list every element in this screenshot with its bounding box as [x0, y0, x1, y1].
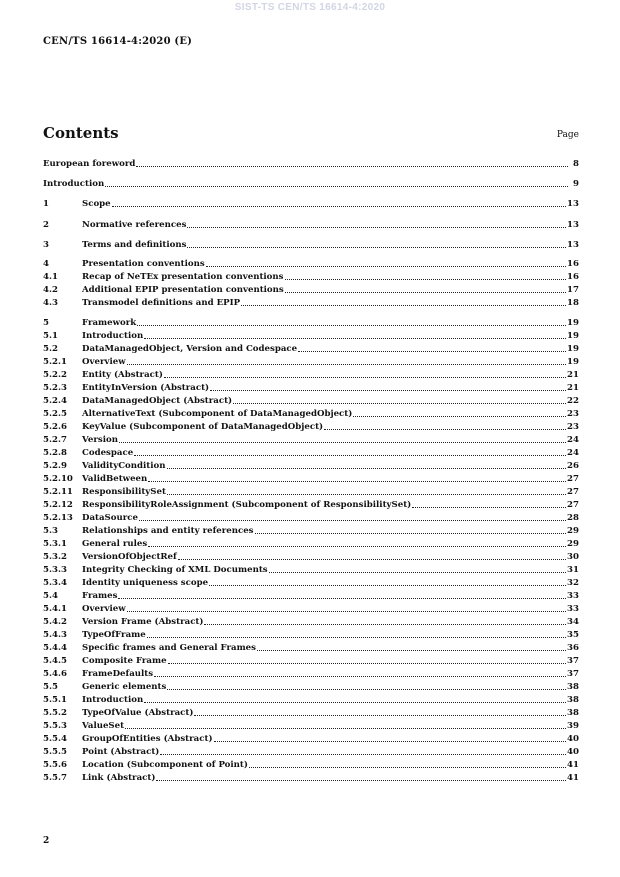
- toc-entry[interactable]: [43, 271, 579, 283]
- toc-leader-dots: [134, 455, 566, 456]
- toc-entry-page: 38: [567, 708, 579, 718]
- toc-entry-number: 5: [43, 318, 49, 328]
- toc-entry-page: 38: [567, 695, 579, 705]
- toc-entry-page: 13: [567, 240, 579, 250]
- toc-entry-title: DataManagedObject, Version and Codespace: [82, 344, 298, 354]
- toc-entry-page: 40: [567, 747, 579, 757]
- toc-entry-title: Presentation conventions: [82, 259, 205, 269]
- toc-entry[interactable]: [43, 707, 579, 719]
- toc-entry-title: Introduction: [82, 331, 144, 341]
- toc-entry-page: 21: [567, 383, 579, 393]
- toc-leader-dots: [412, 507, 566, 508]
- toc-entry-page: 29: [567, 526, 579, 536]
- toc-entry-title: Version Frame (Abstract): [82, 617, 204, 627]
- toc-entry[interactable]: [43, 258, 579, 270]
- toc-entry-number: 5.4.1: [43, 604, 67, 614]
- toc-entry[interactable]: [43, 330, 579, 342]
- toc-entry-number: 5.2.13: [43, 513, 73, 523]
- toc-entry-page: 35: [567, 630, 579, 640]
- toc-entry-page: 27: [567, 487, 579, 497]
- toc-entry-number: 5.5: [43, 682, 58, 692]
- toc-entry-number: 5.2.2: [43, 370, 67, 380]
- toc-entry-number: 5.5.6: [43, 760, 67, 770]
- toc-entry-title: TypeOfFrame: [82, 630, 146, 640]
- toc-entry-title: Composite Frame: [82, 656, 167, 666]
- toc-entry-title: ValueSet: [82, 721, 125, 731]
- toc-entry-number: 5.5.5: [43, 747, 67, 757]
- toc-leader-dots: [209, 585, 566, 586]
- toc-entry-number: 5.2.9: [43, 461, 67, 471]
- toc-leader-dots: [233, 403, 566, 404]
- toc-entry-title: Transmodel definitions and EPIP: [82, 298, 241, 308]
- toc-entry-number: 5.3.3: [43, 565, 67, 575]
- toc-entry-number: 5.2.10: [43, 474, 73, 484]
- toc-entry-page: 24: [567, 435, 579, 445]
- toc-entry-number: 5.2.6: [43, 422, 67, 432]
- toc-entry-page: 19: [567, 357, 579, 367]
- toc-entry-title: TypeOfValue (Abstract): [82, 708, 194, 718]
- toc-leader-dots: [241, 305, 566, 306]
- toc-leader-dots: [147, 637, 566, 638]
- toc-leader-dots: [125, 728, 566, 729]
- toc-leader-dots: [156, 780, 566, 781]
- toc-entry-number: 5.4: [43, 591, 58, 601]
- toc-entry[interactable]: [43, 746, 579, 758]
- toc-entry-page: 37: [567, 669, 579, 679]
- toc-entry-title: VersionOfObjectRef: [82, 552, 177, 562]
- toc-entry-title: Specific frames and General Frames: [82, 643, 256, 653]
- toc-entry-page: 34: [567, 617, 579, 627]
- toc-leader-dots: [187, 247, 566, 248]
- toc-entry[interactable]: [43, 408, 579, 420]
- toc-entry-page: 21: [567, 370, 579, 380]
- toc-entry-number: 5.3.2: [43, 552, 67, 562]
- toc-entry-page: 16: [567, 272, 579, 282]
- toc-entry-number: 5.4.4: [43, 643, 67, 653]
- toc-entry[interactable]: [43, 629, 579, 641]
- toc-entry-title: Overview: [82, 357, 126, 367]
- toc-entry-page: 18: [567, 298, 579, 308]
- toc-leader-dots: [249, 767, 566, 768]
- toc-entry-page: 38: [567, 682, 579, 692]
- toc-entry-page: 37: [567, 656, 579, 666]
- toc-entry[interactable]: [43, 382, 579, 394]
- toc-entry-page: 28: [567, 513, 579, 523]
- toc-leader-dots: [298, 351, 566, 352]
- toc-entry-title: Normative references: [82, 220, 187, 230]
- toc-leader-dots: [119, 442, 566, 443]
- toc-entry-page: 9: [573, 179, 579, 189]
- toc-entry-number: 5.5.2: [43, 708, 67, 718]
- toc-entry-number: 4: [43, 259, 49, 269]
- toc-entry-number: 5.5.3: [43, 721, 67, 731]
- toc-entry-title: FrameDefaults: [82, 669, 154, 679]
- toc-entry[interactable]: [43, 668, 579, 680]
- toc-entry-title: EntityInVersion (Abstract): [82, 383, 210, 393]
- toc-entry-title: Codespace: [82, 448, 134, 458]
- toc-leader-dots: [137, 325, 566, 326]
- toc-entry[interactable]: [43, 538, 579, 550]
- toc-entry-number: 5.2.5: [43, 409, 67, 419]
- toc-entry-number: 5.3.4: [43, 578, 67, 588]
- toc-entry-title: GroupOfEntities (Abstract): [82, 734, 213, 744]
- toc-entry-title: Introduction: [82, 695, 144, 705]
- toc-entry-title: Relationships and entity references: [82, 526, 254, 536]
- toc-entry-title: Entity (Abstract): [82, 370, 163, 380]
- toc-entry-number: 5.2.3: [43, 383, 67, 393]
- toc-entry[interactable]: [43, 447, 579, 459]
- toc-entry-number: 5.1: [43, 331, 58, 341]
- toc-leader-dots: [167, 689, 566, 690]
- toc-entry-number: 5.4.3: [43, 630, 67, 640]
- toc-entry-number: 5.4.6: [43, 669, 67, 679]
- toc-leader-dots: [206, 266, 566, 267]
- toc-entry-number: 5.2.7: [43, 435, 67, 445]
- toc-leader-dots: [178, 559, 566, 560]
- toc-entry-title: Overview: [82, 604, 126, 614]
- toc-entry-title: AlternativeText (Subcomponent of DataManagedObject): [82, 409, 353, 419]
- toc-entry-page: 23: [567, 422, 579, 432]
- toc-entry-page: 13: [567, 220, 579, 230]
- toc-entry[interactable]: [43, 564, 579, 576]
- toc-entry-title: KeyValue (Subcomponent of DataManagedObject): [82, 422, 324, 432]
- toc-leader-dots: [167, 494, 566, 495]
- watermark: SIST-TS CEN/TS 16614-4:2020: [234, 2, 386, 13]
- toc-entry-page: 27: [567, 500, 579, 510]
- toc-entry[interactable]: [43, 694, 579, 706]
- toc-entry-page: 22: [567, 396, 579, 406]
- toc-entry-number: 4.2: [43, 285, 58, 295]
- toc-entry-page: 36: [567, 643, 579, 653]
- toc-entry-number: 5.2.4: [43, 396, 67, 406]
- toc-entry-page: 27: [567, 474, 579, 484]
- footer-page-number: 2: [43, 836, 50, 846]
- toc-entry[interactable]: [43, 681, 579, 693]
- toc-leader-dots: [154, 676, 566, 677]
- toc-entry-page: 39: [567, 721, 579, 731]
- toc-leader-dots: [257, 650, 566, 651]
- toc-entry-page: 32: [567, 578, 579, 588]
- toc-entry[interactable]: [43, 733, 579, 745]
- toc-entry[interactable]: [43, 551, 579, 563]
- toc-entry[interactable]: [43, 158, 579, 170]
- toc-entry-page: 41: [567, 773, 579, 783]
- toc-entry-number: 2: [43, 220, 49, 230]
- toc-entry-number: 5.2.11: [43, 487, 73, 497]
- toc-leader-dots: [285, 279, 567, 280]
- toc-entry[interactable]: [43, 616, 579, 628]
- toc-leader-dots: [148, 546, 566, 547]
- toc-entry-page: 33: [567, 591, 579, 601]
- toc-entry[interactable]: [43, 297, 579, 309]
- toc-entry[interactable]: [43, 369, 579, 381]
- toc-entry[interactable]: [43, 434, 579, 446]
- toc-entry[interactable]: [43, 198, 579, 210]
- toc-entry-title: ResponsibilityRoleAssignment (Subcomponent of ResponsibilitySet): [82, 500, 412, 510]
- document-id: CEN/TS 16614-4:2020 (E): [43, 36, 193, 47]
- toc-leader-dots: [118, 598, 566, 599]
- toc-entry[interactable]: [43, 512, 579, 524]
- toc-entry-page: 16: [567, 259, 579, 269]
- toc-entry-number: 5.3.1: [43, 539, 67, 549]
- toc-entry[interactable]: [43, 759, 579, 771]
- toc-entry-page: 41: [567, 760, 579, 770]
- toc-entry[interactable]: [43, 577, 579, 589]
- toc-entry-page: 40: [567, 734, 579, 744]
- toc-entry-title: European foreword: [43, 159, 136, 169]
- toc-entry-page: 24: [567, 448, 579, 458]
- toc-leader-dots: [204, 624, 566, 625]
- toc-entry-number: 5.2.12: [43, 500, 73, 510]
- toc-entry-page: 13: [567, 199, 579, 209]
- toc-entry-number: 5.2.8: [43, 448, 67, 458]
- toc-entry[interactable]: [43, 499, 579, 511]
- toc-entry[interactable]: [43, 473, 579, 485]
- toc-entry-number: 5.5.1: [43, 695, 67, 705]
- toc-entry[interactable]: [43, 655, 579, 667]
- toc-leader-dots: [105, 186, 568, 187]
- toc-entry-number: 3: [43, 240, 49, 250]
- toc-entry[interactable]: [43, 356, 579, 368]
- toc-entry[interactable]: [43, 317, 579, 329]
- toc-entry[interactable]: [43, 525, 579, 537]
- toc-entry-title: Identity uniqueness scope: [82, 578, 209, 588]
- toc-entry-page: 30: [567, 552, 579, 562]
- toc-entry-title: Frames: [82, 591, 118, 601]
- toc-entry-title: Link (Abstract): [82, 773, 156, 783]
- toc-leader-dots: [353, 416, 566, 417]
- toc-entry-title: Generic elements: [82, 682, 167, 692]
- toc-entry[interactable]: [43, 284, 579, 296]
- toc-entry-number: 5.2: [43, 344, 58, 354]
- toc-leader-dots: [148, 481, 566, 482]
- toc-entry-page: 19: [567, 318, 579, 328]
- toc-entry-title: Introduction: [43, 179, 105, 189]
- toc-entry-number: 4.3: [43, 298, 58, 308]
- toc-entry-title: Scope: [82, 199, 111, 209]
- toc-entry-page: 17: [567, 285, 579, 295]
- toc-entry-title: Framework: [82, 318, 137, 328]
- toc-leader-dots: [139, 520, 566, 521]
- toc-entry-title: Integrity Checking of XML Documents: [82, 565, 268, 575]
- toc-entry[interactable]: [43, 421, 579, 433]
- page-column-label: Page: [556, 130, 579, 140]
- toc-entry[interactable]: [43, 590, 579, 602]
- toc-entry-page: 23: [567, 409, 579, 419]
- toc-leader-dots: [187, 227, 566, 228]
- toc-entry-page: 31: [567, 565, 579, 575]
- toc-entry-title: ValidityCondition: [82, 461, 166, 471]
- toc-entry-title: Additional EPIP presentation conventions: [82, 285, 284, 295]
- toc-leader-dots: [255, 533, 567, 534]
- toc-entry[interactable]: [43, 720, 579, 732]
- toc-entry-number: 5.3: [43, 526, 58, 536]
- toc-entry-title: Location (Subcomponent of Point): [82, 760, 248, 770]
- toc-leader-dots: [168, 663, 566, 664]
- toc-leader-dots: [214, 741, 567, 742]
- toc-entry[interactable]: [43, 178, 579, 190]
- toc-leader-dots: [127, 611, 566, 612]
- toc-entry-page: 29: [567, 539, 579, 549]
- toc-leader-dots: [127, 364, 566, 365]
- toc-leader-dots: [285, 292, 566, 293]
- toc-entry-title: Point (Abstract): [82, 747, 160, 757]
- toc-entry-page: 8: [573, 159, 579, 169]
- toc-entry[interactable]: [43, 239, 579, 251]
- toc-entry-title: DataManagedObject (Abstract): [82, 396, 233, 406]
- toc-leader-dots: [164, 377, 566, 378]
- toc-entry-title: DataSource: [82, 513, 138, 523]
- toc-entry[interactable]: [43, 395, 579, 407]
- toc-leader-dots: [136, 166, 568, 167]
- toc-entry-number: 5.5.7: [43, 773, 67, 783]
- toc-entry-number: 4.1: [43, 272, 58, 282]
- toc-entry-title: ValidBetween: [82, 474, 148, 484]
- toc-entry[interactable]: [43, 460, 579, 472]
- toc-entry-title: General rules: [82, 539, 148, 549]
- toc-entry-page: 26: [567, 461, 579, 471]
- toc-entry-number: 5.5.4: [43, 734, 67, 744]
- toc-entry-title: Version: [82, 435, 118, 445]
- toc-entry[interactable]: [43, 219, 579, 231]
- toc-entry-page: 19: [567, 331, 579, 341]
- toc-leader-dots: [269, 572, 566, 573]
- toc-entry[interactable]: [43, 603, 579, 615]
- contents-title: Contents: [43, 124, 119, 142]
- toc-leader-dots: [144, 702, 566, 703]
- toc-entry-title: Terms and definitions: [82, 240, 187, 250]
- toc-entry-page: 19: [567, 344, 579, 354]
- toc-entry-number: 5.2.1: [43, 357, 67, 367]
- toc-entry[interactable]: [43, 642, 579, 654]
- toc-leader-dots: [194, 715, 566, 716]
- toc-entry-number: 5.4.2: [43, 617, 67, 627]
- toc-entry-number: 1: [43, 199, 49, 209]
- toc-leader-dots: [112, 206, 566, 207]
- toc-leader-dots: [144, 338, 566, 339]
- toc-entry-title: ResponsibilitySet: [82, 487, 166, 497]
- toc-entry-title: Recap of NeTEx presentation conventions: [82, 272, 284, 282]
- toc-entry-number: 5.4.5: [43, 656, 67, 666]
- toc-leader-dots: [167, 468, 567, 469]
- toc-leader-dots: [210, 390, 566, 391]
- toc-entry[interactable]: [43, 343, 579, 355]
- toc-leader-dots: [324, 429, 566, 430]
- toc-leader-dots: [160, 754, 566, 755]
- toc-entry-page: 33: [567, 604, 579, 614]
- toc-entry[interactable]: [43, 772, 579, 784]
- toc-entry[interactable]: [43, 486, 579, 498]
